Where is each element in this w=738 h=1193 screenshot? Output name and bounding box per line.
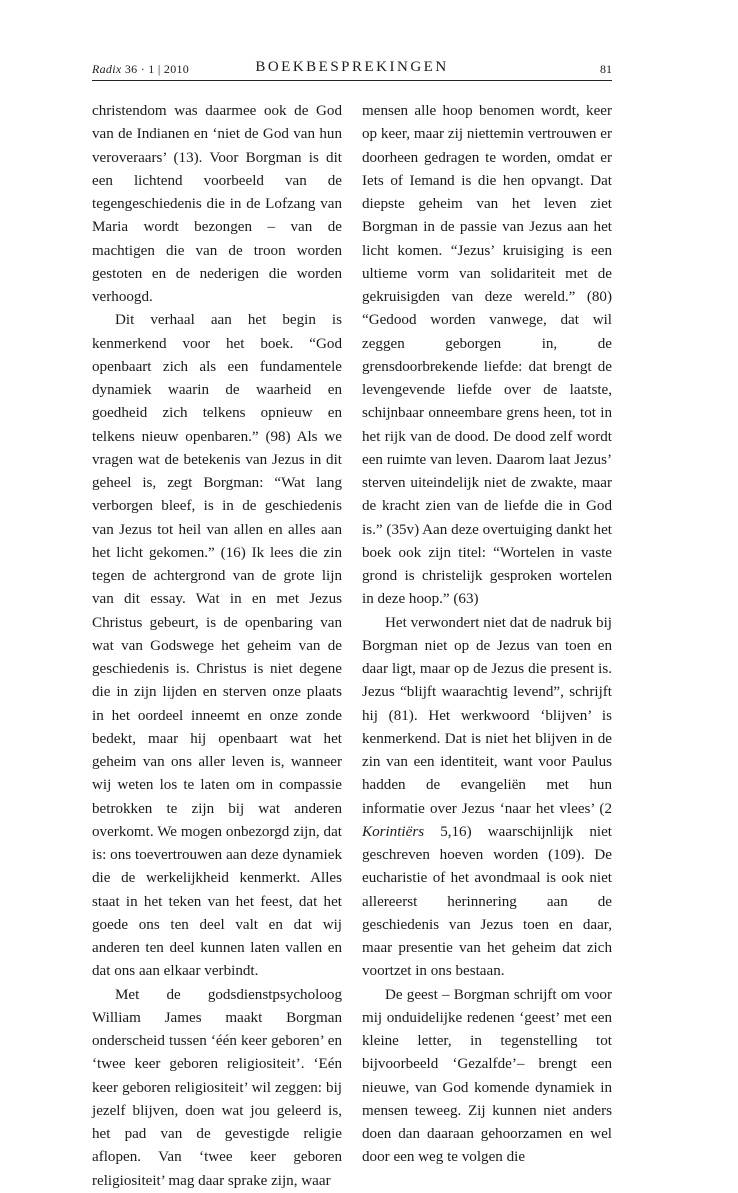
journal-issue: 36 · 1 | 2010 xyxy=(124,62,190,76)
page-number: 81 xyxy=(600,62,612,76)
section-title: BOEKBESPREKINGEN xyxy=(255,59,449,75)
text-column-right xyxy=(362,100,612,1170)
paragraph xyxy=(362,612,612,984)
bible-reference: Korintiërs xyxy=(362,823,425,840)
running-header xyxy=(92,58,612,80)
header-rule xyxy=(92,80,612,81)
paragraph: christendom was daarmee ook de God van de Indianen en ‘niet de God van hun veroveraars’ (13). Voor Borgman is dit een lichtend voorbeeld van de tegengeschiedenis die in de Lofzang van Maria wordt bezongen – van de machtigen die van de troon worden gestoten en de nederigen die worden verhoogd. xyxy=(92,103,342,305)
paragraph: De geest – Borgman schrijft om voor mij onduidelijke redenen ‘geest’ met een kleine letter, in tegenstelling tot bijvoorbeeld ‘Gezalfde’– brengt een nieuwe, van God komende dynamiek in mensen teweeg. Zij kunnen niet anders doen dan daaraan gehoorzamen en wel door een weg te volgen die xyxy=(362,986,612,1166)
paragraph-text: 5,16) waarschijnlijk niet geschreven hoeven worden (109). De eucharistie of het avondmaal is ook niet allereerst herinnering aan de geschiedenis van Jezus toen en daar, maar presentie van het geheim dat zich voortzet in ons bestaan. xyxy=(362,823,612,980)
journal-name: Radix xyxy=(92,62,122,76)
paragraph-text: Het verwondert niet dat de nadruk bij Borgman niet op de Jezus van toen en daar ligt, maar op de Jezus die present is. Jezus “blijft waarachtig levend”, schrijft hij (81). Het werkwoord ‘blijven’ is kenmerkend. Dat is niet het blijven in de zin van een identiteit, want voor Paulus hadden de evangeliën met hun informatie over Jezus ‘naar het vlees’ (2 xyxy=(362,614,612,817)
paragraph: Met de godsdienstpsycholoog William James maakt Borgman onderscheid tussen ‘één keer geboren’ en ‘twee keer geboren religiositeit’. ‘Eén keer geboren religiositeit’ wil zeggen: bij jezelf blijven, doen wat jou geleerd is, het pad van de gevestigde religie aflopen. Van ‘twee keer geboren religiositeit’ mag daar sprake zijn, waar xyxy=(92,986,342,1189)
paragraph: Dit verhaal aan het begin is kenmerkend voor het boek. “God openbaart zich als een fundamentele dynamiek waarin de waarheid en goedheid zich telkens opnieuw en telkens nieuw openbaren.” (98) Als we vragen wat de betekenis van Jezus in dit geheel is, zegt Borgman: “Wat lang verborgen bleef, is in de geschiedenis van Jezus tot heil van allen en alles aan het licht gekomen.” (16) Ik lees die zin tegen de achtergrond van de grote lijn van dit essay. Wat in en met Jezus Christus gebeurt, is de openbaring van wat van Godswege het geheim van de geschiedenis is. Christus is niet degene die in zijn lijden en sterven onze plaats in het oordeel inneemt en onze zonde bedekt, maar hij openbaart wat het geheim van ons aller leven is, wanneer wij weten los te laten om in compassie betrokken te zijn bij wat anderen overkomt. We mogen onbezorgd zijn, dat is: ons toevertrouwen aan deze dynamiek die de werkelijkheid kenmerkt. Alles staat in het teken van het feest, dat het goede ons ten deel valt en dat wij anderen ten deel kunnen laten vallen en dat ons aan elkaar verbindt. xyxy=(92,312,342,980)
paragraph: mensen alle hoop benomen wordt, keer op keer, maar zij niettemin vertrouwen er doorheen gedragen te worden, omdat er Iets of Iemand is die hen opvangt. Dat diepste geheim van het leven ziet Borgman in de passie van Jezus aan het licht komen. “Jezus’ kruisiging is een ultieme vorm van solidariteit met de gekruisigden van deze wereld.” (80) “Gedood worden vanwege, dat wil zeggen geborgen in, de grensdoorbrekende liefde: dat brengt de levengevende liefde over de laatste, schijnbaar onneembare grens heen, tot in het rijk van de dood. De dood zelf wordt een ruimte van leven. Daarom laat Jezus’ sterven uiteindelijk niet de zwakte, maar de kracht zien van de liefde die in God is.” (35v) Aan deze overtuiging dankt het boek ook zijn titel: “Wortelen in vaste grond is christelijk gesproken wortelen in deze hoop.” (63) xyxy=(362,103,612,608)
text-column-left xyxy=(92,100,342,1193)
